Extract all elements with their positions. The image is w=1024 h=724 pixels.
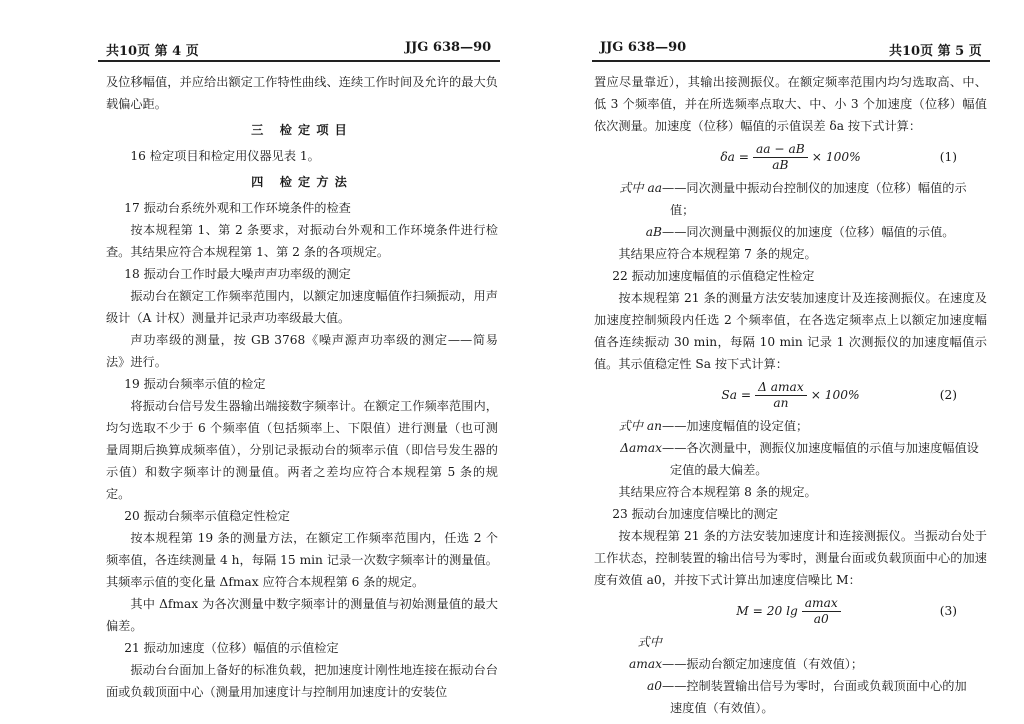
section-heading: 三 检定项目 <box>251 123 353 137</box>
right-header-standard-code: JJG 638—90 <box>600 40 687 55</box>
right-header-rule <box>592 60 990 62</box>
definition-symbol: aB <box>645 225 662 239</box>
paragraph: 其结果应符合本规程第 8 条的规定。 <box>618 485 817 499</box>
paragraph: 按本规程第 19 条的测量方法，在额定工作频率范围内，任选 2 个频率值，各连续测量 4 h，每隔 15 min 记录一次数字频率计的测量值。其频率示值的变化量 Δfmax 应符合本规程第 6 条的规定。 <box>106 531 498 589</box>
formula-2 <box>594 375 987 415</box>
definition-text: 定值的最大偏差。 <box>670 463 768 477</box>
definition-row <box>594 675 987 697</box>
fraction-numerator: Δ amax <box>755 380 807 396</box>
definitions-3 <box>594 631 987 719</box>
item-title: 19 振动台频率示值的检定 <box>124 377 266 391</box>
definition-row <box>594 437 987 459</box>
definition-symbol: 式中 an <box>618 419 662 433</box>
item-title: 21 振动加速度（位移）幅值的示值检定 <box>124 641 339 655</box>
formula-lhs: Sa = <box>721 388 752 402</box>
item-title: 17 振动台系统外观和工作环境条件的检查 <box>124 201 351 215</box>
left-header-standard-code: JJG 638—90 <box>405 40 492 55</box>
left-header-rule <box>98 60 500 62</box>
definition-row <box>594 415 987 437</box>
definitions-1 <box>594 177 987 243</box>
definitions-2 <box>594 415 987 481</box>
item-title: 22 振动加速度幅值的示值稳定性检定 <box>612 269 815 283</box>
formula-number: (3) <box>939 604 957 618</box>
left-header-page-count: 共10页 第 4 页 <box>106 44 199 59</box>
right-page-body <box>594 71 987 719</box>
fraction-denominator: a0 <box>813 611 829 626</box>
section-heading: 四 检定方法 <box>251 175 353 189</box>
paragraph: 按本规程第 1、第 2 条要求，对振动台外观和工作环境条件进行检查。其结果应符合本规程第 1、第 2 条的各项规定。 <box>106 223 498 259</box>
paragraph: 按本规程第 21 条的方法安装加速度计和连接测振仪。当振动台处于工作状态，控制装置的输出信号为零时，测量台面或负载顶面中心的加速度有效值 a0，并按下式计算出加速度信噪比 M： <box>594 529 987 587</box>
formula-3 <box>594 591 987 631</box>
formula-fraction <box>755 380 807 411</box>
item-title: 23 振动台加速度信噪比的测定 <box>612 507 778 521</box>
formula-lhs: M = 20 lg <box>736 604 798 618</box>
paragraph: 其中 Δfmax 为各次测量中数字频率计的测量值与初始测量值的最大偏差。 <box>106 597 498 633</box>
formula-number: (1) <box>939 150 957 164</box>
formula-fraction <box>753 142 808 173</box>
definition-text: ——同次测量中测振仪的加速度（位移）幅值的示值。 <box>662 225 955 239</box>
item-title: 18 振动台工作时最大噪声声功率级的测定 <box>124 267 351 281</box>
paragraph: 振动台在额定工作频率范围内，以额定加速度幅值作扫频振动，用声级计（A 计权）测量并记录声功率级最大值。 <box>106 289 498 325</box>
fraction-denominator: an <box>773 395 789 410</box>
paragraph: 置应尽量靠近），其输出接测振仪。在额定频率范围内均匀选取高、中、低 3 个频率值，并在所选频率点取大、中、小 3 个加速度（位移）幅值依次测量。加速度（位移）幅值的示值误差 δa 按下式计算： <box>594 75 987 133</box>
formula-lhs: δa = <box>720 150 750 164</box>
fraction-numerator: amax <box>802 596 841 612</box>
definition-row <box>594 697 987 719</box>
definition-symbol: 式中 aa <box>619 181 662 195</box>
left-page-body <box>106 71 498 703</box>
definition-row <box>594 459 987 481</box>
fraction-denominator: aB <box>772 157 789 172</box>
paragraph: 及位移幅值，并应给出额定工作特性曲线、连续工作时间及允许的最大负载偏心距。 <box>106 75 498 111</box>
formula-rhs: × 100% <box>811 150 861 164</box>
definition-symbol: Δamax <box>620 441 662 455</box>
definition-text: ——加速度幅值的设定值； <box>662 419 809 433</box>
formula-fraction <box>802 596 841 627</box>
definition-text: 值； <box>670 203 695 217</box>
right-page <box>512 0 1024 724</box>
definition-row <box>594 199 987 221</box>
definition-symbol: a0 <box>646 679 662 693</box>
definition-symbol: 式中 amax <box>629 635 662 671</box>
formula-1 <box>594 137 987 177</box>
formula-rhs: × 100% <box>810 388 860 402</box>
definition-row <box>594 177 987 199</box>
right-header-page-count: 共10页 第 5 页 <box>889 44 982 59</box>
paragraph: 16 检定项目和检定用仪器见表 1。 <box>130 149 320 163</box>
definition-text: ——同次测量中振动台控制仪的加速度（位移）幅值的示 <box>662 181 967 195</box>
paragraph: 按本规程第 21 条的测量方法安装加速度计及连接测振仪。在速度及加速度控制频段内任选 2 个频率值，在各选定频率点上以额定加速度幅值各连续振动 30 min，每隔 10 min 记录 1 次测振仪的加速度幅值示值。其示值稳定性 Sa 按下式计算： <box>594 291 987 371</box>
definition-text: 速度值（有效值）。 <box>670 701 774 715</box>
paragraph: 声功率级的测量，按 GB 3768《噪声源声功率级的测定——简易法》进行。 <box>106 333 498 369</box>
paragraph: 将振动台信号发生器输出端接数字频率计。在额定工作频率范围内，均匀选取不少于 6 个频率值（包括频率上、下限值）进行测量（也可测量周期后换算成频率值），分别记录振动台的频率示值（即信号发生器的示值）和数字频率计的测量值。两者之差均应符合本规程第 5 条的规定。 <box>106 399 498 501</box>
definition-text: ——控制装置输出信号为零时，台面或负载顶面中心的加 <box>662 679 967 693</box>
paragraph: 振动台台面加上备好的标准负载，把加速度计刚性地连接在振动台台面或负载顶面中心（测量用加速度计与控制用加速度计的安装位 <box>106 663 498 699</box>
item-title: 20 振动台频率示值稳定性检定 <box>124 509 290 523</box>
definition-text: ——振动台额定加速度值（有效值）； <box>662 657 864 671</box>
paragraph: 其结果应符合本规程第 7 条的规定。 <box>618 247 817 261</box>
definition-row <box>594 221 987 243</box>
formula-number: (2) <box>939 388 957 402</box>
fraction-numerator: aa − aB <box>753 142 808 158</box>
definition-row <box>594 631 987 675</box>
definition-text: ——各次测量中，测振仪加速度幅值的示值与加速度幅值设 <box>662 441 979 455</box>
